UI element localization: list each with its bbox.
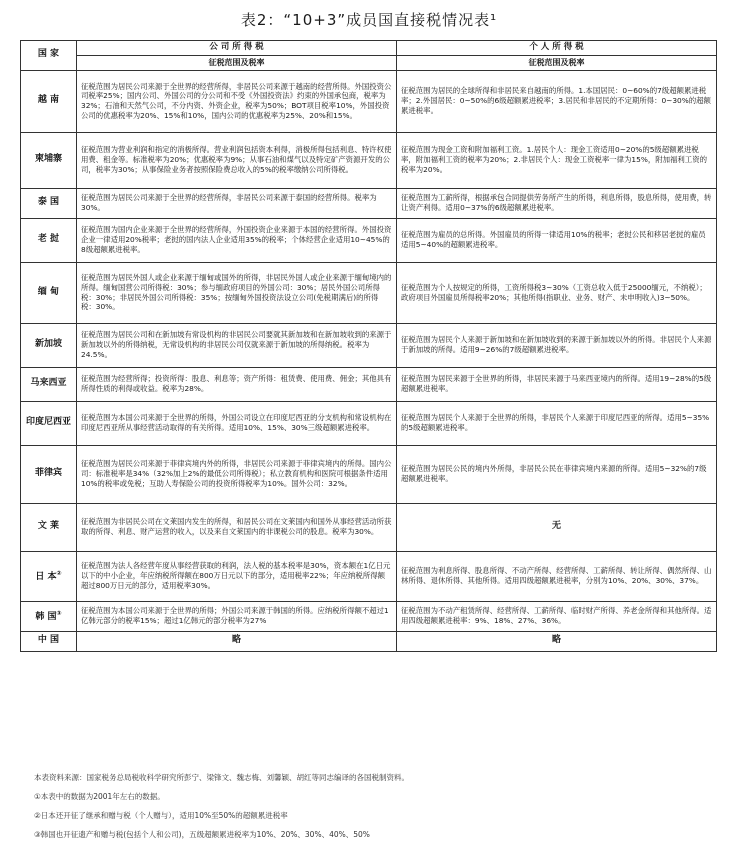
footnote-mark: ② [56, 570, 62, 578]
table-row [21, 218, 717, 262]
country-name: 韩 国 [35, 612, 57, 623]
table-row [21, 262, 717, 323]
table-row [21, 188, 717, 218]
corporate-tax-cell: 征税范围为本国公司来源于全世界的所得，外国公司设立在印度尼西亚的分支机构和常设机构在印度尼西亚所从事经营活动取得的有关所得。适用10%、15%、30%三级超额累进税率。 [77, 401, 397, 445]
personal-tax-cell: 征税范围为现金工资和附加福利工资。1.居民个人：现金工资适用0~20%的5级超额累进税率，附加福利工资的税率为20%；2.非居民个人：现金工资税率一律为15%，附加福利工资的税率为20%。 [397, 132, 717, 188]
table-row [21, 445, 717, 503]
personal-tax-cell: 征税范围为不动产租赁所得、经营所得、工薪所得、临时财产所得、养老金所得和其他所得。适用四级超额累进税率：9%、18%、27%、36%。 [397, 601, 717, 631]
tax-table [20, 40, 717, 652]
country-cell [21, 445, 77, 503]
country-name: 印度尼西亚 [25, 417, 71, 428]
personal-tax-cell: 征税范围为居民个人来源于新加坡和在新加坡收到的来源于新加坡以外的所得。非居民个人来源于新加坡的所得。适用9~26%的7级超额累进税率。 [397, 323, 717, 367]
country-cell [21, 70, 77, 132]
footnote-source: 本表资料来源：国家税务总局税收科学研究所彭宁、梁锋文、魏志梅、刘馨颖、胡红等同志编译的各国税制资料。 [34, 773, 409, 782]
country-cell [21, 401, 77, 445]
country-name: 老 挝 [37, 234, 60, 245]
country-cell [21, 367, 77, 401]
country-name: 泰 国 [37, 197, 60, 208]
country-name: 马来西亚 [30, 378, 67, 389]
corporate-tax-cell: 征税范围为居民公司来源于菲律宾境内外的所得，非居民公司来源于菲律宾境内的所得。国内公司：标准税率是34%（32%加上2%的最低公司所得税）；私立教育机构和医院可根据条件适用10%的税率或免税；互助人寿保险公司的投资所得税率为10%。国外公司：32%。 [77, 445, 397, 503]
personal-tax-cell: 征税范围为个人按规定的所得，工资所得税3~30%（工资总收入低于25000缅元，不纳税）；政府项目外国雇员所得税率20%；其他所得(指职业、业务、财产、未申明收入)3~50%。 [397, 262, 717, 323]
country-name: 柬埔寨 [34, 154, 62, 165]
table-row [21, 401, 717, 445]
header-country: 国 家 [21, 41, 77, 71]
header-corporate-tax: 公 司 所 得 税 [77, 41, 397, 56]
table-row [21, 631, 717, 651]
footnote-1: ①本表中的数据为2001年左右的数据。 [34, 792, 165, 801]
table-row [21, 367, 717, 401]
table-row [21, 70, 717, 132]
country-cell [21, 323, 77, 367]
personal-tax-cell: 征税范围为居民公民的境内外所得，非居民公民在菲律宾境内来源的所得。适用5~32%的7级超额累进税率。 [397, 445, 717, 503]
country-cell [21, 218, 77, 262]
country-cell [21, 601, 77, 631]
footnotes [34, 768, 724, 844]
country-cell [21, 188, 77, 218]
table-row [21, 323, 717, 367]
footnote-mark: ③ [56, 610, 62, 618]
personal-tax-cell: 无 [397, 503, 717, 551]
country-name: 新加坡 [34, 339, 62, 350]
personal-tax-cell: 征税范围为雇员的总所得。外国雇员的所得一律适用10%的税率；老挝公民和移居老挝的雇员适用5~40%的超额累进税率。 [397, 218, 717, 262]
corporate-tax-cell: 征税范围为非居民公司在文莱国内发生的所得，和居民公司在文莱国内和国外从事经营活动所获取的所得、利息、财产运营的收入，以及来自文莱国内的非课税公司的股息。税率为30%。 [77, 503, 397, 551]
header-personal-scope: 征税范围及税率 [397, 55, 717, 70]
country-cell [21, 631, 77, 651]
personal-tax-cell: 征税范围为居民个人来源于全世界的所得，非居民个人来源于印度尼西亚的所得。适用5~35%的5级超额累进税率。 [397, 401, 717, 445]
footnote-3: ③韩国也开征遗产和赠与税(包括个人和公司)，五级超额累进税率为10%、20%、30%、40%、50% [34, 830, 370, 839]
country-name: 越 南 [37, 95, 60, 106]
table-title: 表2：“10+3”成员国直接税情况表¹ [240, 11, 498, 29]
personal-tax-cell: 征税范围为工薪所得，根据承包合同提供劳务所产生的所得，利息所得，股息所得，使用费，转让资产利得。适用0~37%的6级超额累进税率。 [397, 188, 717, 218]
header-personal-tax: 个 人 所 得 税 [397, 41, 717, 56]
corporate-tax-cell: 征税范围为居民公司和在新加坡有常设机构的非居民公司要就其新加坡和在新加坡收到的来源于新加坡以外的所得纳税，无常设机构的非居民公司仅就来源于新加坡的所得纳税。税率为24.5%。 [77, 323, 397, 367]
country-cell [21, 503, 77, 551]
corporate-tax-cell: 征税范围为本国公司来源于全世界的所得；外国公司来源于韩国的所得。应纳税所得额不超过1亿韩元部分的税率15%；超过1亿韩元的部分税率为27% [77, 601, 397, 631]
corporate-tax-cell: 略 [77, 631, 397, 651]
country-cell [21, 132, 77, 188]
country-cell [21, 262, 77, 323]
table-body [21, 70, 717, 651]
personal-tax-cell: 征税范围为利息所得、股息所得、不动产所得、经营所得、工薪所得、转让所得、偶然所得、山林所得、退休所得、其他所得。适用四级超额累进税率，分别为10%、20%、30%、37%。 [397, 551, 717, 601]
footnote-2: ②日本还开征了继承和赠与税（个人赠与），适用10%至50%的超额累进税率 [34, 811, 288, 820]
corporate-tax-cell: 征税范围为居民公司来源于全世界的经营所得，非居民公司来源于越南的经营所得。外国投资公司税率25%；国内公司、外国公司的分公司和不受《外国投资法》约束的外国承包商，税率为32%；石油和天然气公司，不分内资、外资企业，税率为50%；BOT项目税率10%，外国投资公司的优惠税率为20%、15%和10%，国内公司的优惠税率为25%、20%和15%。 [77, 70, 397, 132]
country-name: 缅 甸 [37, 286, 60, 297]
country-name: 日 本 [35, 572, 57, 583]
header-corporate-scope: 征税范围及税率 [77, 55, 397, 70]
personal-tax-cell: 征税范围为居民来源于全世界的所得，非居民来源于马来西亚境内的所得。适用19~28%的5级超额累进税率。 [397, 367, 717, 401]
personal-tax-cell: 略 [397, 631, 717, 651]
table-row [21, 503, 717, 551]
corporate-tax-cell: 征税范围为法人各经营年度从事经营获取的利润，法人税的基本税率是30%，资本额在1亿日元以下的中小企业，年应纳税所得额在800万日元以下的部分，适用税率22%；年应纳税所得额超过800万日元的部分，适用税率30%。 [77, 551, 397, 601]
country-cell [21, 551, 77, 601]
table-row [21, 132, 717, 188]
country-name: 中 国 [37, 635, 60, 646]
corporate-tax-cell: 征税范围为经营所得；投资所得：股息、利息等；资产所得：租赁费、使用费、佣金；其他具有所得性质的利得或收益。税率为28%。 [77, 367, 397, 401]
country-name: 菲律宾 [34, 468, 62, 479]
corporate-tax-cell: 征税范围为国内企业来源于全世界的经营所得，外国投资企业来源于本国的经营所得。外国投资企业一律适用20%税率；老挝的国内法人企业适用35%的税率；个体经营企业适用10~45%的8级超额累进税率。 [77, 218, 397, 262]
personal-tax-cell: 征税范围为居民的全球所得和非居民来自越南的所得。1.本国居民：0~60%的7级超额累进税率；2.外国居民：0~50%的6级超额累进税率；3.居民和非居民的不定期所得：0~30%的超额累进税率。 [397, 70, 717, 132]
table-row [21, 601, 717, 631]
corporate-tax-cell: 征税范围为营业利润和指定的消极所得。营业利润包括资本利得，消极所得包括利息、特许权使用费、租金等。标准税率为20%；优惠税率为9%；从事石油和煤气以及特定矿产资源开发的公司，税率为30%；从事保险业务者按照保险费总收入的5%的税率缴纳公司所得税。 [77, 132, 397, 188]
country-name: 文 莱 [37, 521, 60, 532]
corporate-tax-cell: 征税范围为居民外国人或企业来源于缅甸或国外的所得，非居民外国人或企业来源于缅甸境内的所得。缅甸国营公司所得税：30%；参与缅政府项目的外国公司：30%；居民外国公司所得税：30%；非居民外国公司所得税：35%；按缅甸外国投资法设立公司(免税期满后)的所得税：30%。 [77, 262, 397, 323]
corporate-tax-cell: 征税范围为居民公司来源于全世界的经营所得，非居民公司来源于泰国的经营所得。税率为30%。 [77, 188, 397, 218]
table-row [21, 551, 717, 601]
